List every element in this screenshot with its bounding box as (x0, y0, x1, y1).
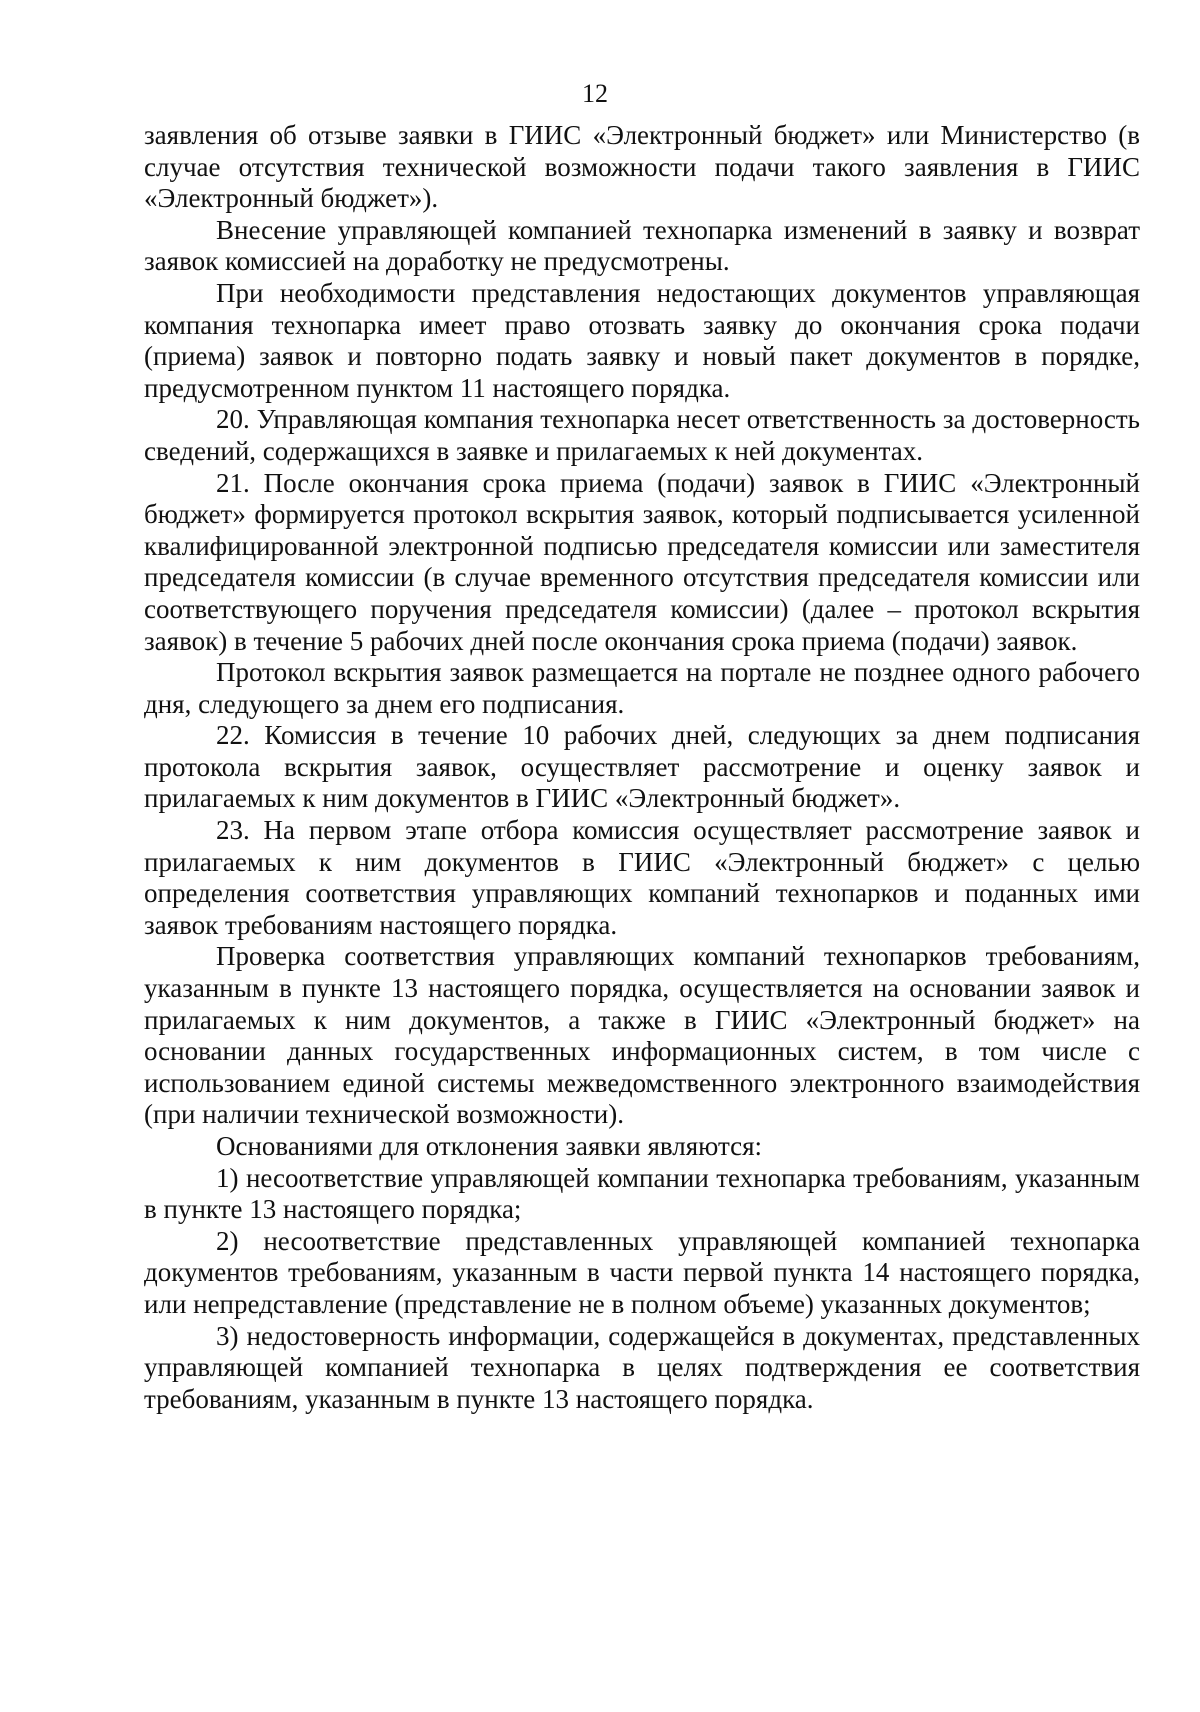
paragraph-item-22: 22. Комиссия в течение 10 рабочих дней, следующих за днем подписания протокола вскрытия заявок, осуществляет рассмотрение и оценку заявок и прилагаемых к ним документов в ГИИС «Электронный бюджет». (144, 720, 1140, 814)
paragraph-item-20: 20. Управляющая компания технопарка несет ответственность за достоверность сведений, содержащихся в заявке и прилагаемых к ней документах. (144, 404, 1140, 466)
paragraph-continuation: заявления об отзыве заявки в ГИИС «Электронный бюджет» или Министерство (в случае отсутствия технической возможности подачи такого заявления в ГИИС «Электронный бюджет»). (144, 120, 1140, 214)
document-body (144, 120, 1140, 1415)
page-number: 12 (582, 79, 608, 108)
list-item-2: 2) несоответствие представленных управляющей компанией технопарка документов требованиям, указанным в части первой пункта 14 настоящего порядка, или непредставление (представление не в полном объеме) указанных документов; (144, 1225, 1140, 1319)
paragraph-compliance-check: Проверка соответствия управляющих компаний технопарков требованиям, указанным в пункте 13 настоящего порядка, осуществляется на основании заявок и прилагаемых к ним документов, а также в ГИИС «Электронный бюджет» на основании данных государственных информационных систем, в том числе с использованием единой системы межведомственного электронного взаимодействия (при наличии технической возможности). (144, 941, 1140, 1130)
paragraph-rejection-grounds: Основаниями для отклонения заявки являются: (216, 1131, 763, 1161)
list-item-3: 3) недостоверность информации, содержащейся в документах, представленных управляющей компанией технопарка в целях подтверждения ее соответствия требованиям, указанным в пункте 13 настоящего порядка. (144, 1320, 1140, 1414)
paragraph-no-changes: Внесение управляющей компанией технопарка изменений в заявку и возврат заявок комиссией на доработку не предусмотрены. (144, 214, 1140, 277)
paragraph-protocol-publication: Протокол вскрытия заявок размещается на портале не позднее одного рабочего дня, следующего за днем его подписания. (144, 657, 1140, 719)
paragraph-item-23: 23. На первом этапе отбора комиссия осуществляет рассмотрение заявок и прилагаемых к ним документов в ГИИС «Электронный бюджет» с целью определения соответствия управляющих компаний технопарков и поданных ими заявок требованиям настоящего порядка. (144, 815, 1140, 940)
list-item-1: 1) несоответствие управляющей компании технопарка требованиям, указанным в пункте 13 настоящего порядка; (144, 1162, 1140, 1225)
paragraph-withdraw-right: При необходимости представления недостающих документов управляющая компания технопарка имеет право отозвать заявку до окончания срока подачи (приема) заявок и повторно подать заявку и новый пакет документов в порядке, предусмотренном пунктом 11 настоящего порядка. (144, 277, 1140, 403)
paragraph-item-21: 21. После окончания срока приема (подачи) заявок в ГИИС «Электронный бюджет» формируется протокол вскрытия заявок, который подписывается усиленной квалифицированной электронной подписью председателя комиссии или заместителя председателя комиссии (в случае временного отсутствия председателя комиссии или соответствующего поручения председателя комиссии) (далее – протокол вскрытия заявок) в течение 5 рабочих дней после окончания срока приема (подачи) заявок. (144, 467, 1140, 656)
